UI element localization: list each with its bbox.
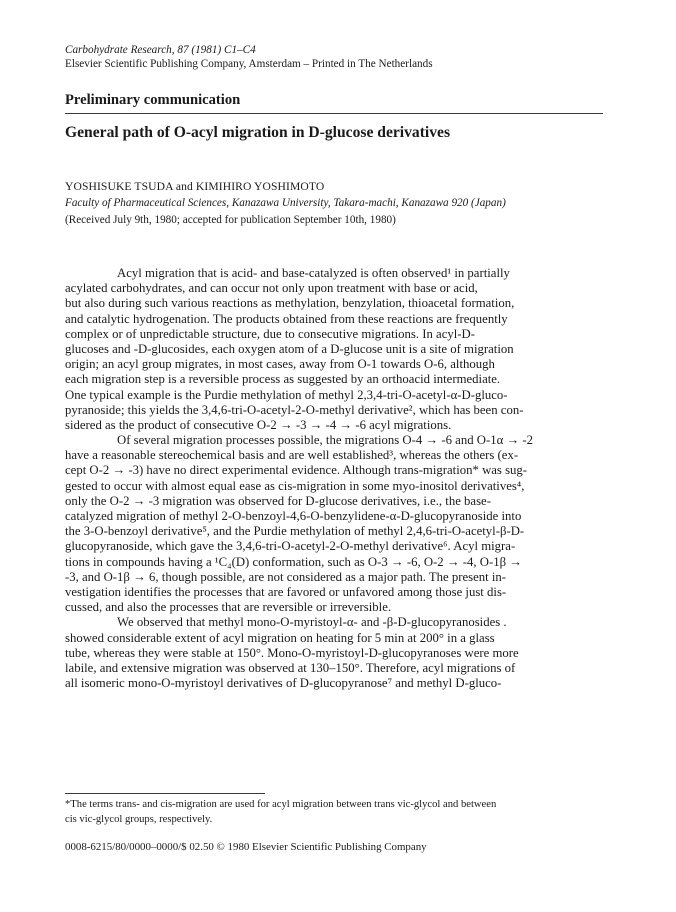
body-line: glucopyranoside, which gave the 3,4,6-tri-O-acetyl-2-O-methyl derivative⁶. Acyl migra- bbox=[65, 539, 516, 554]
body-line: and catalytic hydrogenation. The products obtained from these reactions are frequently bbox=[65, 311, 508, 326]
section-label: Preliminary communication bbox=[65, 92, 241, 108]
body-line: pyranoside; this yields the 3,4,6-tri-O-acetyl-2-O-methyl derivative², which has been con- bbox=[65, 402, 524, 417]
body-line: origin; an acyl group migrates, in most cases, away from O-1 towards O-6, although bbox=[65, 357, 495, 372]
section-rule bbox=[65, 113, 603, 114]
body-line: acylated carbohydrates, and can occur not only upon treatment with base or acid, bbox=[65, 281, 478, 296]
body-line: sidered as the product of consecutive O-2 → -3 → -4 → -6 acyl migrations. bbox=[65, 417, 452, 432]
footnote-line: *The terms trans- and cis-migration are used for acyl migration between trans vic-glycol and between bbox=[65, 799, 497, 810]
body-line: cept O-2 → -3) have no direct experimental evidence. Although trans-migration* was sug- bbox=[65, 463, 528, 478]
body-line: One typical example is the Purdie methylation of methyl 2,3,4-tri-O-acetyl-α-D-gluco- bbox=[65, 387, 508, 402]
received-dates: (Received July 9th, 1980; accepted for publication September 10th, 1980) bbox=[65, 214, 396, 226]
body-line: complex or of unpredictable structure, due to consecutive migrations. In acyl-D- bbox=[65, 326, 475, 341]
body-line: tube, whereas they were stable at 150°. Mono-O-myristoyl-D-glucopyranoses were more bbox=[65, 645, 519, 660]
body-line: We observed that methyl mono-O-myristoyl-α- and -β-D-glucopyranosides . bbox=[117, 615, 507, 630]
footnote-line: cis vic-glycol groups, respectively. bbox=[65, 814, 213, 825]
body-line: glucoses and -D-glucosides, each oxygen atom of a D-glucose unit is a site of migration bbox=[65, 341, 514, 356]
body-line: the 3-O-benzoyl derivative⁵, and the Purdie methylation of methyl 2,4,6-tri-O-acetyl-β-D- bbox=[65, 524, 525, 539]
body-line: -3, and O-1β → 6, though possible, are not considered as a major path. The present in- bbox=[65, 569, 507, 584]
body-text bbox=[65, 266, 610, 691]
authors: YOSHISUKE TSUDA and KIMIHIRO YOSHIMOTO bbox=[65, 180, 325, 193]
body-line: all isomeric mono-O-myristoyl derivatives of D-glucopyranose⁷ and methyl D-gluco- bbox=[65, 676, 502, 691]
body-line: each migration step is a reversible process as suggested by an orthoacid intermediate. bbox=[65, 372, 501, 387]
journal-citation: Carbohydrate Research, 87 (1981) C1–C4 bbox=[65, 44, 256, 56]
body-line: Acyl migration that is acid- and base-catalyzed is often observed¹ in partially bbox=[117, 266, 510, 280]
body-line: cussed, and also the processes that are reversible or irreversible. bbox=[65, 600, 392, 615]
body-line: have a reasonable stereochemical basis and are well established³, whereas the others (ex- bbox=[65, 448, 519, 463]
footnote-rule bbox=[65, 793, 265, 794]
article-title: General path of O-acyl migration in D-glucose derivatives bbox=[65, 124, 451, 141]
body-line: showed considerable extent of acyl migration on heating for 5 min at 200° in a glass bbox=[65, 630, 495, 645]
body-line: catalyzed migration of methyl 2-O-benzoyl-4,6-O-benzylidene-α-D-glucopyranoside into bbox=[65, 509, 522, 523]
body-line: tions in compounds having a ¹C₄(D) conformation, such as O-3 → -6, O-2 → -4, O-1β → bbox=[65, 554, 523, 569]
body-line: but also during such various reactions as methylation, benzylation, thioacetal formation, bbox=[65, 296, 515, 311]
body-line: vestigation identifies the processes that are favored or unfavored among those just dis- bbox=[65, 584, 507, 599]
body-line: gested to occur with almost equal ease as cis-migration in some myo-inositol derivatives⁴, bbox=[65, 478, 525, 493]
affiliation: Faculty of Pharmaceutical Sciences, Kanazawa University, Takara-machi, Kanazawa 920 (Japan) bbox=[65, 197, 506, 209]
footnote bbox=[65, 797, 496, 827]
body-line: only the O-2 → -3 migration was observed for D-glucose derivatives, i.e., the base- bbox=[65, 493, 491, 508]
copyright-line: 0008-6215/80/0000–0000/$ 02.50 © 1980 Elsevier Scientific Publishing Company bbox=[65, 841, 427, 853]
body-line: labile, and extensive migration was observed at 130–150°. Therefore, acyl migrations of bbox=[65, 660, 516, 675]
publisher-line: Elsevier Scientific Publishing Company, Amsterdam – Printed in The Netherlands bbox=[65, 58, 433, 70]
body-line: Of several migration processes possible, the migrations O-4 → -6 and O-1α → -2 bbox=[117, 433, 534, 448]
